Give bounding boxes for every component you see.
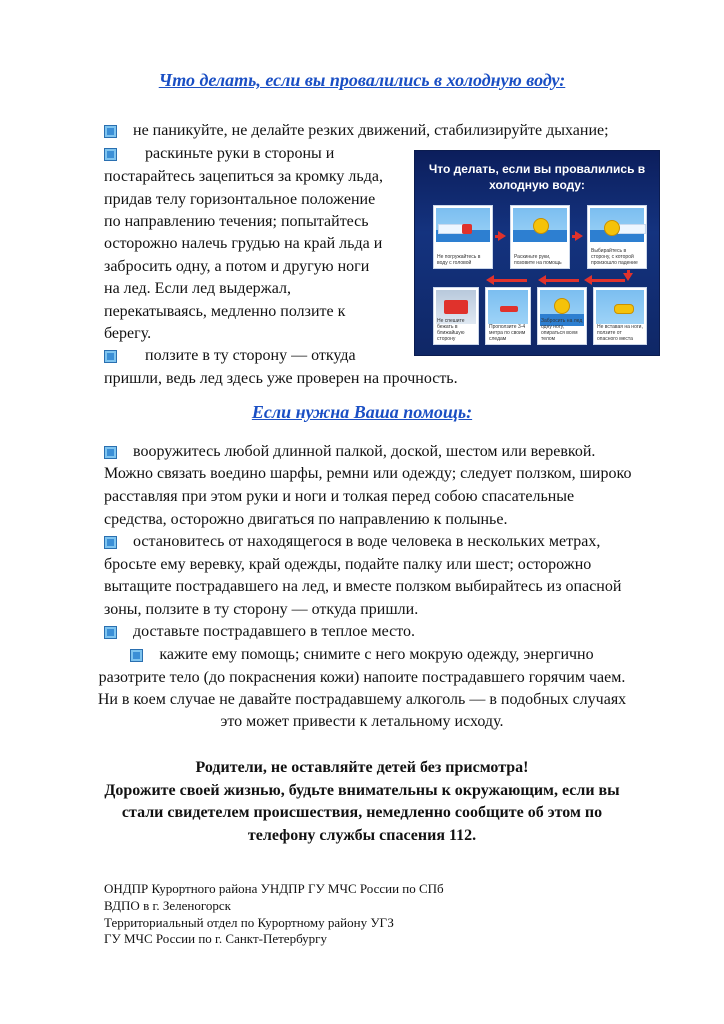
list-item: доставьте пострадавшего в теплое место. <box>104 620 415 643</box>
bullet-icon <box>104 350 117 363</box>
text-line: на лед. Если лед выдержал, <box>104 280 291 297</box>
person-icon <box>462 224 472 234</box>
footer-line: ОНДПР Курортного района УНДПР ГУ МЧС России по СПб <box>104 881 444 896</box>
person-icon <box>614 304 634 314</box>
text-line: Ни в коем случае не давайте пострадавшему алкоголь — в подобных случаях <box>97 691 627 708</box>
list-item: ползите в ту сторону — откуда <box>104 344 356 367</box>
person-icon <box>554 298 570 314</box>
text-line: перекатываясь, медленно ползите к <box>104 303 346 320</box>
arrow-left-icon <box>489 279 527 282</box>
footer-line: ГУ МЧС России по г. Санкт-Петербургу <box>104 931 328 946</box>
poster-panel: Не погружайтесь в воду с головой <box>433 205 493 269</box>
heading-cold-water: Что делать, если вы провалились в холодную воду: <box>158 70 566 90</box>
text-line: средства, осторожно двигаться по направлению к полынье. <box>104 511 508 528</box>
list-item: не паникуйте, не делайте резких движений, стабилизируйте дыхание; <box>104 119 609 142</box>
text-line: бросьте ему веревку, край одежды, подайте палку или шест; осторожно <box>104 556 592 573</box>
poster-panel: Не вставая на ноги, ползите от опасного места <box>593 287 647 345</box>
text-line: придав телу горизонтальное положение <box>104 191 376 208</box>
appeal-line: стали свидетелем происшествия, немедленно сообщите об этом по <box>121 804 603 821</box>
arrow-down-icon <box>627 270 630 278</box>
bullet-icon <box>130 649 143 662</box>
appeal-line: Дорожите своей жизнью, будьте внимательны к окружающим, если вы <box>104 782 620 799</box>
text-line: Можно связать воедино шарфы, ремни или одежду; следует ползком, широко <box>104 465 632 482</box>
heading-need-help: Если нужна Ваша помощь: <box>251 402 473 422</box>
bullet-icon <box>104 125 117 138</box>
text-line: расставляя при этом руки и ноги и толкая перед собою спасательные <box>104 488 575 505</box>
person-icon <box>533 218 549 234</box>
poster-title: Что делать, если вы провалились в холодную воду: <box>428 162 646 192</box>
poster-panel: Не спешите бежать в ближайшую сторону <box>433 287 479 345</box>
text-line: постарайтесь зацепиться за кромку льда, <box>104 168 383 185</box>
poster-panel: Забросить на лед одну ногу, опираться всем телом <box>537 287 587 345</box>
footer-line: ВДПО в г. Зеленогорск <box>104 898 231 913</box>
text-line: берегу. <box>104 325 152 342</box>
poster-panel: Раскиньте руки, позовите на помощь <box>510 205 570 269</box>
text-line: это может привести к летальному исходу. <box>220 713 504 730</box>
arrow-left-icon <box>541 279 579 282</box>
text-line: зоны, ползите в ту сторону — откуда пришли. <box>104 601 419 618</box>
house-icon <box>444 300 468 314</box>
rescue-poster <box>414 150 660 356</box>
text-line: пришли, ведь лед здесь уже проверен на прочность. <box>104 370 458 387</box>
bullet-icon <box>104 446 117 459</box>
bullet-icon <box>104 536 117 549</box>
list-item: кажите ему помощь; снимите с него мокрую одежду, энергично <box>0 643 724 666</box>
person-icon <box>604 220 620 236</box>
arrow-right-icon <box>572 235 580 238</box>
text-line: вытащите пострадавшего на лед, и вместе ползком выбирайтесь из опасной <box>104 578 622 595</box>
text-line: по направлению течения; попытайтесь <box>104 213 369 230</box>
list-item: раскиньте руки в стороны и <box>104 142 334 165</box>
list-item: остановитесь от находящегося в воде человека в нескольких метрах, <box>104 530 600 553</box>
poster-panel: Выбирайтесь в сторону, с которой произошло падение <box>587 205 647 269</box>
person-icon <box>500 306 518 312</box>
list-item: вооружитесь любой длинной палкой, доской, шестом или веревкой. <box>104 440 595 463</box>
appeal-line: телефону службы спасения 112. <box>247 827 477 844</box>
text-line: осторожно налечь грудью на край льда и <box>104 235 383 252</box>
arrow-left-icon <box>587 279 625 282</box>
bullet-icon <box>104 148 117 161</box>
text-line: забросить одну, а потом и другую ноги <box>104 258 370 275</box>
text-line: разотрите тело (до покраснения кожи) напоите пострадавшего горячим чаем. <box>98 669 626 686</box>
bullet-icon <box>104 626 117 639</box>
poster-panel: Проползите 3-4 метра по своим следам <box>485 287 531 345</box>
arrow-right-icon <box>495 235 503 238</box>
footer-line: Территориальный отдел по Курортному району УГЗ <box>104 915 394 930</box>
appeal-line: Родители, не оставляйте детей без присмотра! <box>195 759 529 776</box>
